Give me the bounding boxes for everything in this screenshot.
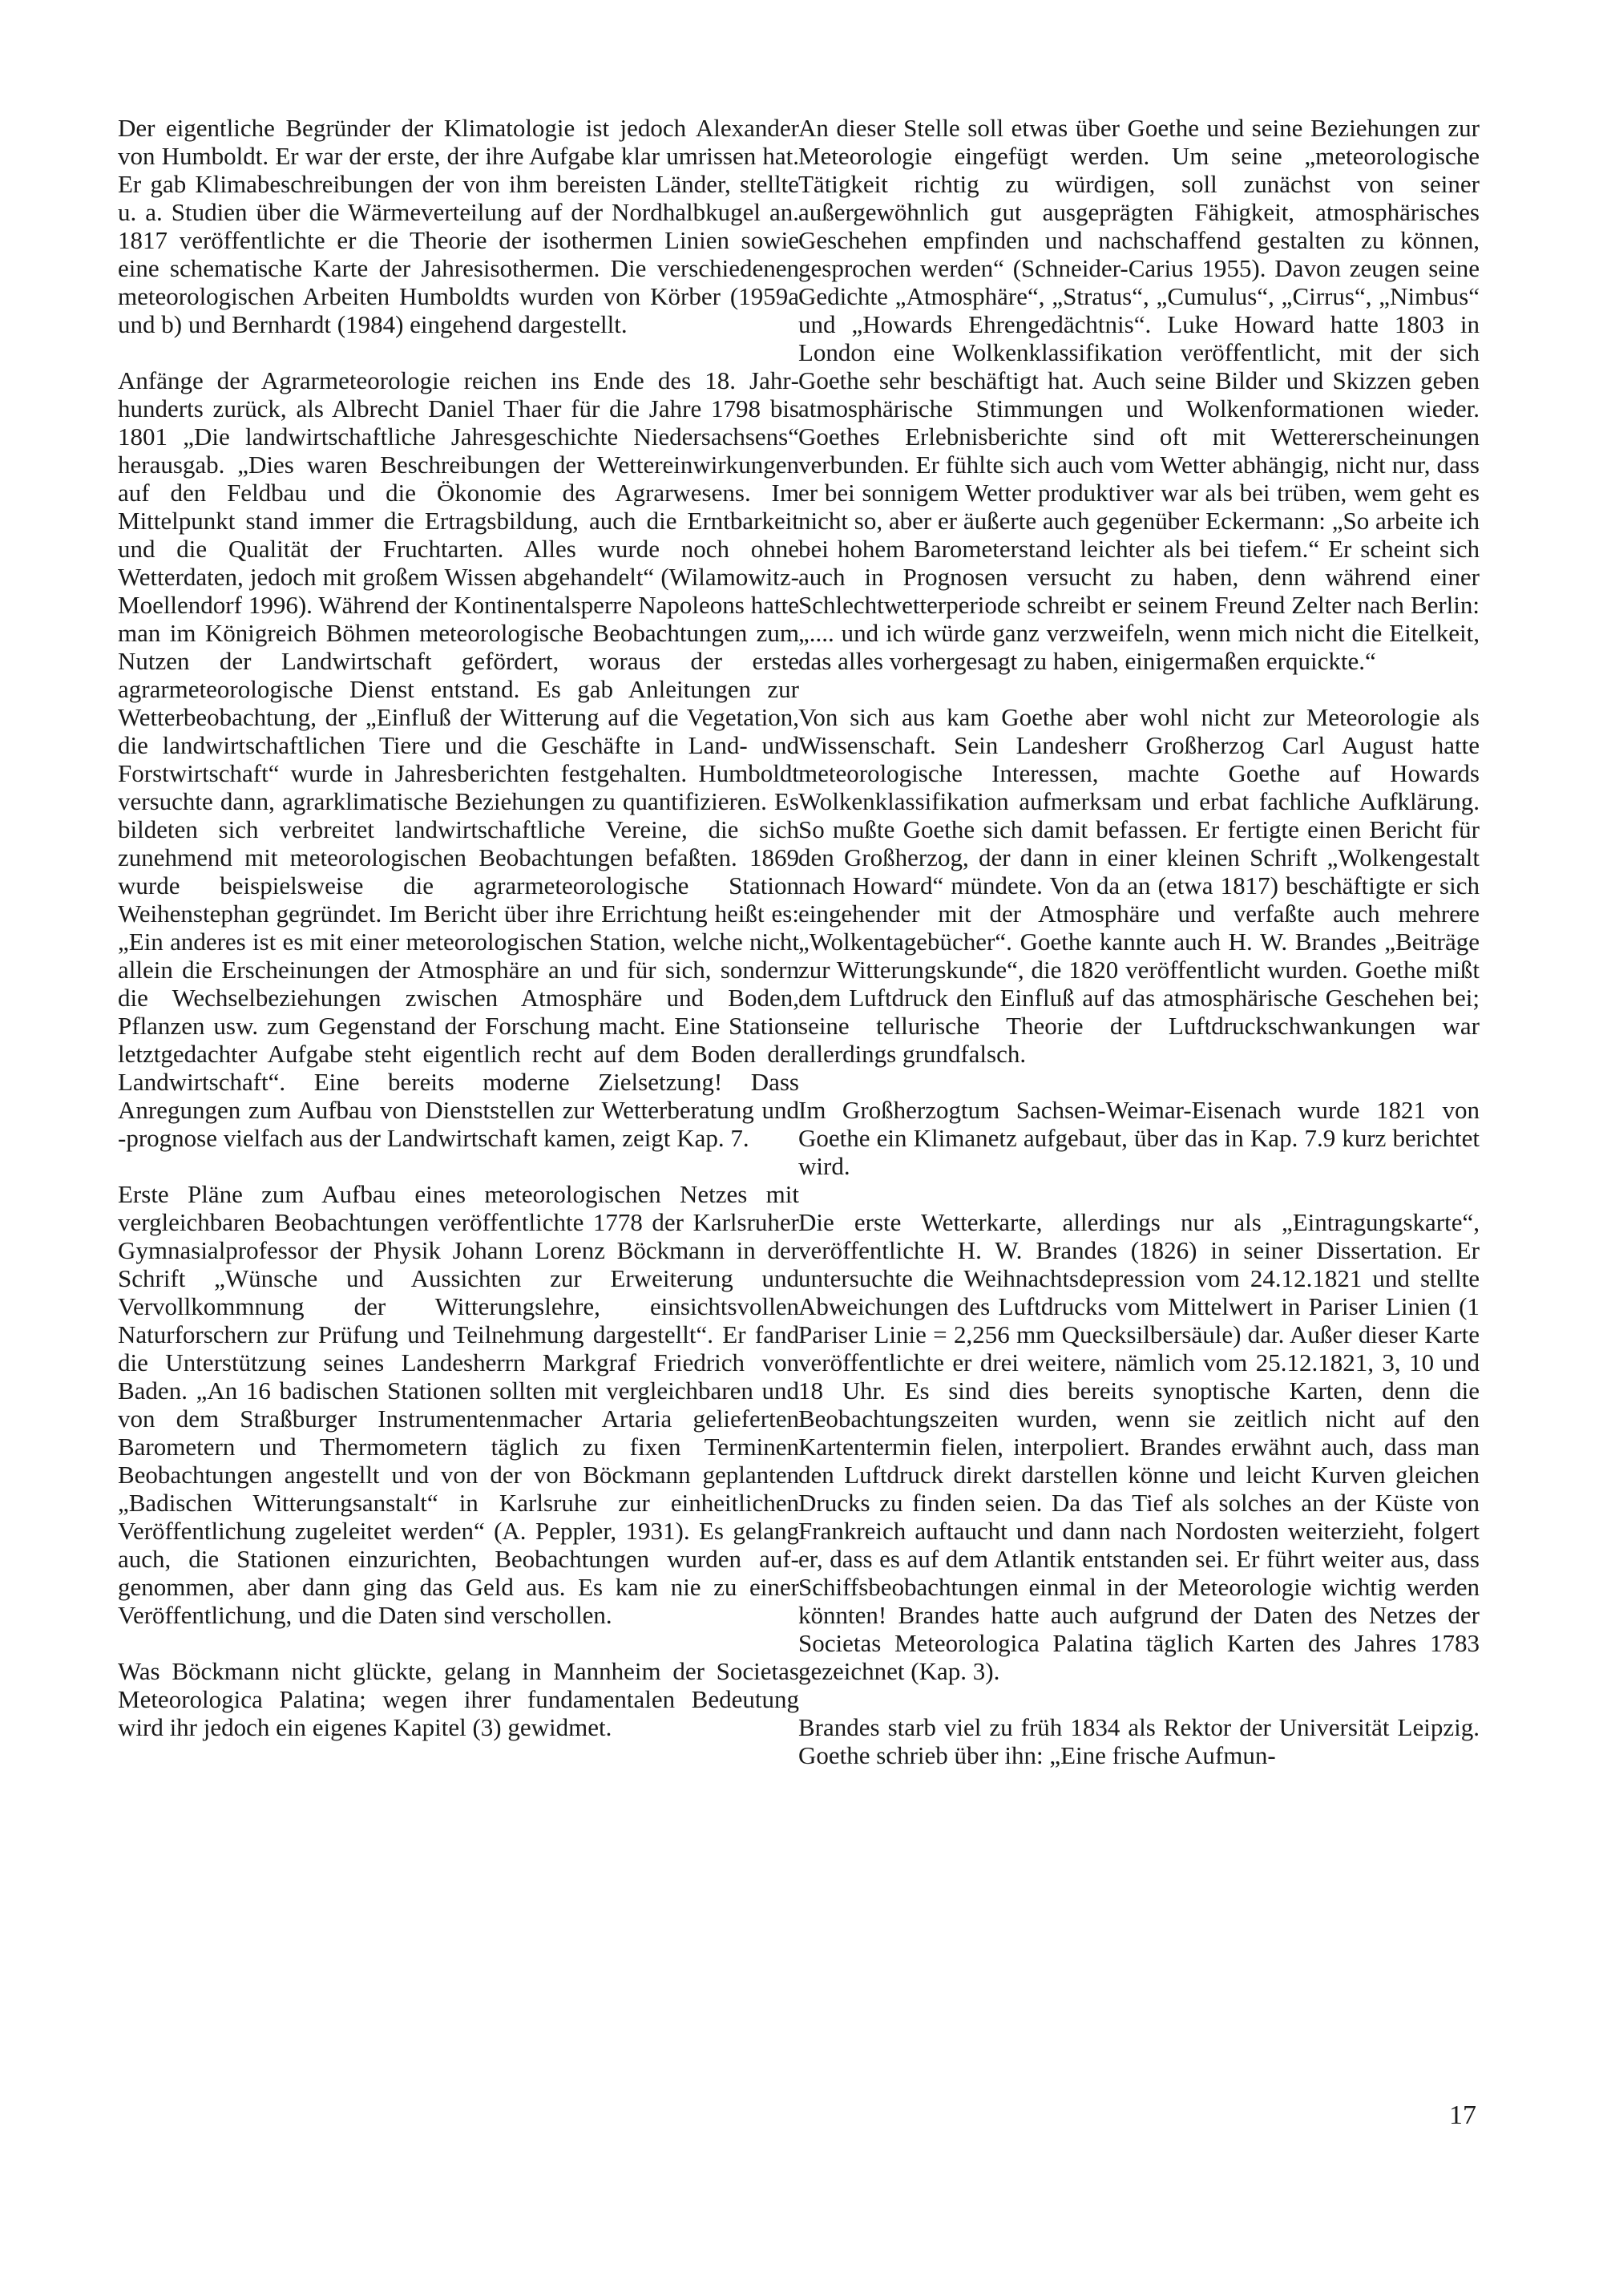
- paragraph-boeckmann: Erste Pläne zum Aufbau eines meteorologischen Netzes mit vergleichbaren Beobachtungen veröffentlichte 1778 der Karlsruher Gymnasialprofessor der Physik Johann Lorenz Böckmann in der Schrift „Wünsche und Aussichten zur Erweiterung und Vervollkommnung der Witterungslehre, einsichtsvollen Naturforschern zur Prüfung und Teilnehmung dargestellt“. Er fand die Unterstützung seines Landesherrn Markgraf Friedrich von Baden. „An 16 badischen Stationen sollten mit vergleichbaren und von dem Straßburger Instrumentenmacher Artaria gelieferten Barometern und Thermometern täglich zu fixen Terminen Beobachtungen angestellt und von der von Böckmann geplanten „Badischen Witterungsanstalt“ in Karlsruhe zur einheitlichen Veröffentlichung zugeleitet werden“ (A. Peppler, 1931). Es gelang auch, die Stationen einzurichten, Beobachtungen wurden aufgenommen, aber dann ging das Geld aus. Es kam nie zu einer Veröffentlichung, und die Daten sind verschollen.: [118, 1180, 799, 1629]
- left-column: [118, 114, 799, 1769]
- paragraph-klimanetz: Im Großherzogtum Sachsen-Weimar-Eisenach wurde 1821 von Goethe ein Klimanetz aufgebaut, über das in Kap. 7.9 kurz berichtet wird.: [798, 1096, 1480, 1180]
- paragraph-brandes: Brandes starb viel zu früh 1834 als Rektor der Universität Leipzig. Goethe schrieb über ihn: „Eine frische Aufmun-: [798, 1713, 1480, 1769]
- paragraph-carl-august: Von sich aus kam Goethe aber wohl nicht zur Meteorologie als Wissenschaft. Sein Landesherr Großherzog Carl August hatte meteorologische Interessen, machte Goethe auf Howards Wolkenklassifikation aufmerksam und erbat fachliche Aufklärung. So mußte Goethe sich damit befassen. Er fertigte einen Bericht für den Großherzog, der dann in einer kleinen Schrift „Wolkengestalt nach Howard“ mündete. Von da an (etwa 1817) beschäftigte er sich eingehender mit der Atmosphäre und verfaßte auch mehrere „Wolkentagebücher“. Goethe kannte auch H. W. Brandes „Beiträge zur Witterungskunde“, die 1820 veröffentlicht wurden. Goethe mißt dem Luftdruck den Einfluß auf das atmosphärische Geschehen bei; seine tellurische Theorie der Luftdruckschwankungen war allerdings grundfalsch.: [798, 703, 1480, 1068]
- page-number: 17: [1449, 2100, 1476, 2130]
- paragraph-societas: Was Böckmann nicht glückte, gelang in Mannheim der Societas Meteorologica Palatina; wegen ihrer fundamentalen Bedeutung wird ihr jedoch ein eigenes Kapitel (3) gewidmet.: [118, 1657, 799, 1741]
- paragraph-agrarmeteorologie: Anfänge der Agrarmeteorologie reichen ins Ende des 18. Jahrhunderts zurück, als Albrecht Daniel Thaer für die Jahre 1798 bis 1801 „Die landwirtschaftliche Jahresgeschichte Niedersachsens“ herausgab. „Dies waren Beschreibungen der Wettereinwirkungen auf den Feldbau und die Ökonomie des Agrarwesens. Im Mittelpunkt stand immer die Ertragsbildung, auch die Erntbarkeit und die Qualität der Fruchtarten. Alles wurde noch ohne Wetterdaten, jedoch mit großem Wissen abgehandelt“ (Wilamowitz-Moellendorf 1996). Während der Kontinentalsperre Napoleons hatte man im Königreich Böhmen meteorologische Beobachtungen zum Nutzen der Landwirtschaft gefördert, woraus der erste agrarmeteorologische Dienst entstand. Es gab Anleitungen zur Wetterbeobachtung, der „Einfluß der Witterung auf die Vegetation, die landwirtschaftlichen Tiere und die Geschäfte in Land- und Forstwirtschaft“ wurde in Jahresberichten festgehalten. Humboldt versuchte dann, agrarklimatische Beziehungen zu quantifizieren. Es bildeten sich verbreitet landwirtschaftliche Vereine, die sich zunehmend mit meteorologischen Beobachtungen befaßten. 1869 wurde beispielsweise die agrarmeteorologische Station Weihenstephan gegründet. Im Bericht über ihre Errichtung heißt es: „Ein anderes ist es mit einer meteorologischen Station, welche nicht allein die Erscheinungen der Atmosphäre an und für sich, sondern die Wechselbeziehungen zwischen Atmosphäre und Boden, Pflanzen usw. zum Gegenstand der Forschung macht. Eine Station letztgedachter Aufgabe steht eigentlich recht auf dem Boden der Landwirtschaft“. Eine bereits moderne Zielsetzung! Dass Anregungen zum Aufbau von Dienststellen zur Wetterberatung und -prognose vielfach aus der Landwirtschaft kamen, zeigt Kap. 7.: [118, 366, 799, 1152]
- paragraph-goethe: An dieser Stelle soll etwas über Goethe und seine Beziehungen zur Meteorologie eingefügt werden. Um seine „meteorologische Tätigkeit richtig zu würdigen, soll zunächst von seiner außergewöhnlich gut ausgeprägten Fähigkeit, atmosphärisches Geschehen empfinden und nachschaffend gestalten zu können, gesprochen werden“ (Schneider-Carius 1955). Davon zeugen seine Gedichte „Atmosphäre“, „Stratus“, „Cumulus“, „Cirrus“, „Nimbus“ und „Howards Ehrengedächtnis“. Luke Howard hatte 1803 in London eine Wolkenklassifikation veröffentlicht, mit der sich Goethe sehr beschäftigt hat. Auch seine Bilder und Skizzen geben atmosphärische Stimmungen und Wolkenformationen wieder. Goethes Erlebnisberichte sind oft mit Wettererscheinungen verbunden. Er fühlte sich auch vom Wetter abhängig, nicht nur, dass er bei sonnigem Wetter produktiver war als bei trüben, wem geht es nicht so, aber er äußerte auch gegenüber Eckermann: „So arbeite ich bei hohem Barometerstand leichter als bei tiefem.“ Er scheint sich auch in Prognosen versucht zu haben, denn während einer Schlechtwetterperiode schreibt er seinem Freund Zelter nach Berlin: „.... und ich würde ganz verzweifeln, wenn mich nicht die Eitelkeit, das alles vorhergesagt zu haben, einigermaßen erquickte.“: [798, 114, 1480, 675]
- paragraph-wetterkarte: Die erste Wetterkarte, allerdings nur als „Eintragungskarte“, veröffentlichte H. W. Brandes (1826) in seiner Dissertation. Er untersuchte die Weihnachtsdepression vom 24.12.1821 und stellte Abweichungen des Luftdrucks vom Mittelwert in Pariser Linien (1 Pariser Linie = 2,256 mm Quecksilbersäule) dar. Außer dieser Karte veröffentlichte er drei weitere, nämlich vom 25.12.1821, 3, 10 und 18 Uhr. Es sind dies bereits synoptische Karten, denn die Beobachtungszeiten wurden, wenn sie zeitlich nicht auf den Kartentermin fielen, interpoliert. Brandes erwähnt auch, dass man den Luftdruck direkt darstellen könne und leicht Kurven gleichen Drucks zu finden seien. Da das Tief als solches an der Küste von Frankreich auftaucht und dann nach Nordosten weiterzieht, folgert er, dass es auf dem Atlantik entstanden sei. Er führt weiter aus, dass Schiffsbeobachtungen einmal in der Meteorologie wichtig werden könnten! Brandes hatte auch aufgrund der Daten des Netzes der Societas Meteorologica Palatina täglich Karten des Jahres 1783 gezeichnet (Kap. 3).: [798, 1208, 1480, 1685]
- paragraph-humboldt: Der eigentliche Begründer der Klimatologie ist jedoch Alexander von Humboldt. Er war der erste, der ihre Aufgabe klar umrissen hat. Er gab Klimabeschreibungen der von ihm bereisten Länder, stellte u. a. Studien über die Wärmeverteilung auf der Nordhalbkugel an. 1817 veröffentlichte er die Theorie der isothermen Linien sowie eine schematische Karte der Jahresisothermen. Die verschiedenen meteorologischen Arbeiten Humboldts wurden von Körber (1959a und b) und Bernhardt (1984) eingehend dargestellt.: [118, 114, 799, 338]
- right-column: [798, 114, 1480, 1797]
